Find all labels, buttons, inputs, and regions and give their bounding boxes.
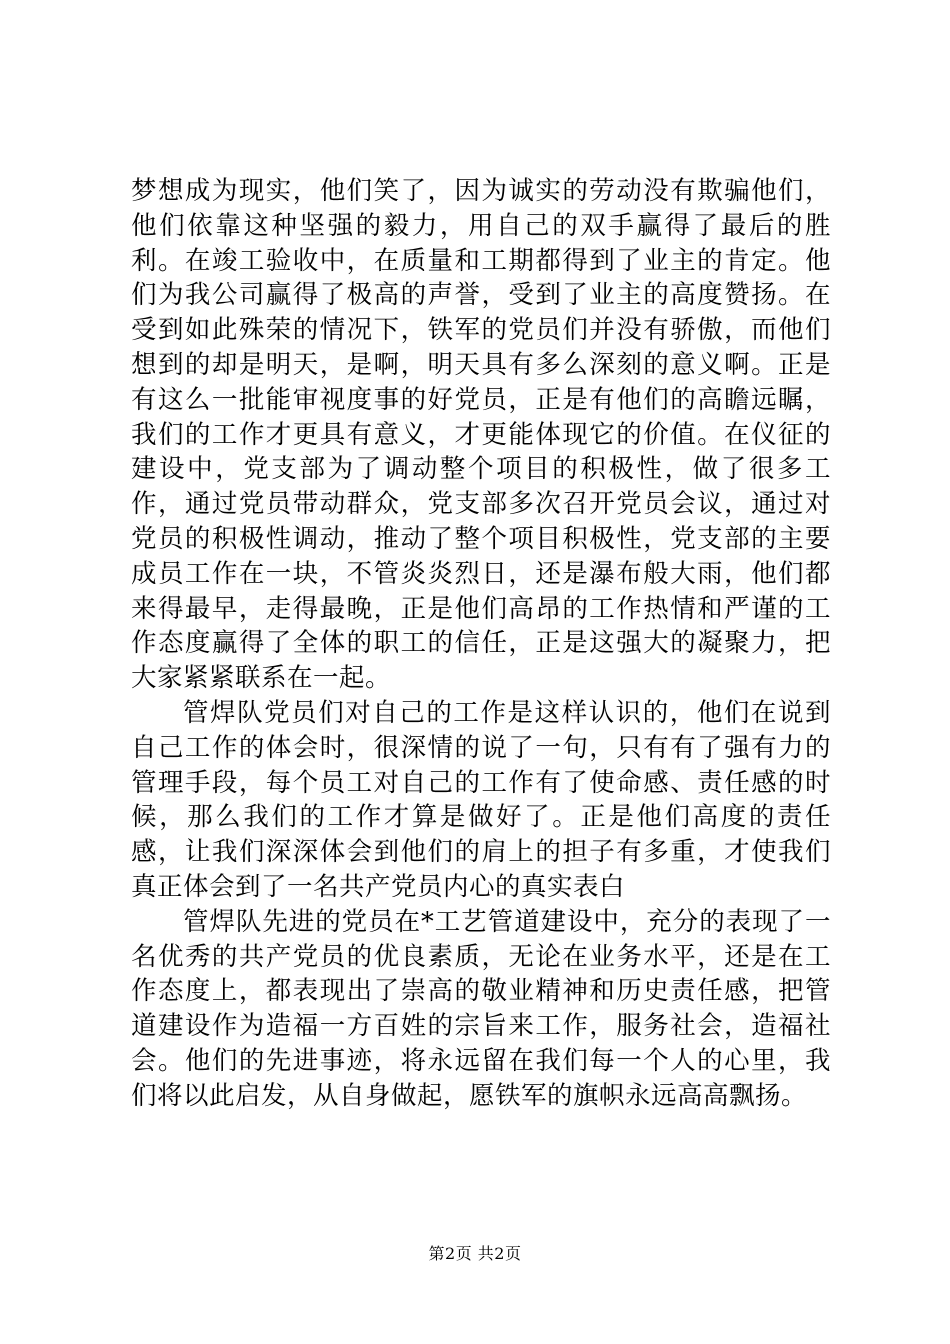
page-number-footer: 第2页 共2页	[428, 1244, 522, 1263]
paragraph-3: 管焊队先进的党员在*工艺管道建设中，充分的表现了一名优秀的共产党员的优良素质，无论在业务水平，还是在工作态度上，都表现出了崇高的敬业精神和历史责任感，把管道建设作为造福一方百姓的宗旨来工作，服务社会，造福社会。他们的先进事迹，将永远留在我们每一个人的心里，我们将以此启发，从自身做起，愿铁军的旗帜永远高高飘扬。	[131, 906, 831, 1111]
paragraph-2: 管焊队党员们对自己的工作是这样认识的，他们在说到自己工作的体会时，很深情的说了一句，只有有了强有力的管理手段，每个员工对自己的工作有了使命感、责任感的时候，那么我们的工作才算是做好了。正是他们高度的责任感，让我们深深体会到他们的肩上的担子有多重，才使我们真正体会到了一名共产党员内心的真实表白	[131, 697, 831, 902]
document-body	[131, 174, 831, 1114]
paragraph-1: 梦想成为现实，他们笑了，因为诚实的劳动没有欺骗他们，他们依靠这种坚强的毅力，用自己的双手赢得了最后的胜利。在竣工验收中，在质量和工期都得到了业主的肯定。他们为我公司赢得了极高的声誉，受到了业主的高度赞扬。在受到如此殊荣的情况下，铁军的党员们并没有骄傲，而他们想到的却是明天，是啊，明天具有多么深刻的意义啊。正是有这么一批能审视度事的好党员，正是有他们的高瞻远瞩，我们的工作才更具有意义，才更能体现它的价值。在仪征的建设中，党支部为了调动整个项目的积极性，做了很多工作，通过党员带动群众，党支部多次召开党员会议，通过对党员的积极性调动，推动了整个项目积极性，党支部的主要成员工作在一块，不管炎炎烈日，还是瀑布般大雨，他们都来得最早，走得最晚，正是他们高昂的工作热情和严谨的工作态度赢得了全体的职工的信任，正是这强大的凝聚力，把大家紧紧联系在一起。	[131, 176, 831, 694]
